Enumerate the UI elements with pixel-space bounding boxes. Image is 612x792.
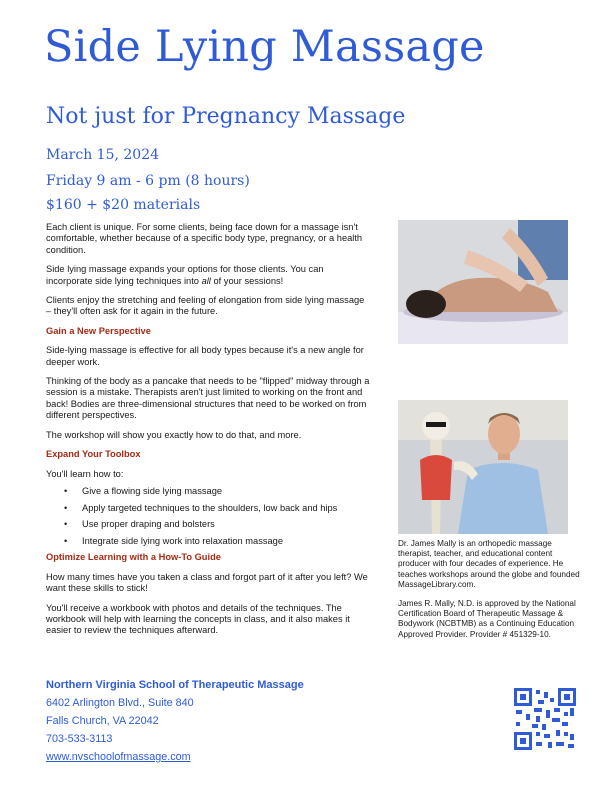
bio-paragraph-1: Dr. James Mally is an orthopedic massage therapist, teacher, and educational content producer with four decades of experience. He teaches workshops around the globe and founded MassageLibrary.com. [398, 539, 580, 589]
website-link[interactable]: www.nvschoolofmassage.com [46, 751, 191, 763]
list-item: • Use proper draping and bolsters [46, 519, 372, 530]
intro-paragraph-2 [46, 264, 372, 287]
event-price: $160 + $20 materials [46, 197, 201, 213]
event-date: March 15, 2024 [46, 147, 160, 163]
address-line-2: Falls Church, VA 22042 [46, 715, 159, 727]
phone-number: 703-533-3113 [46, 733, 113, 745]
intro-p2-end: of your sessions! [210, 275, 284, 286]
instructor-photo [398, 400, 568, 534]
list-item: • Integrate side lying work into relaxation massage [46, 536, 372, 547]
perspective-paragraph-1: Side-lying massage is effective for all body types because it's a new angle for deeper work. [46, 345, 364, 367]
list-item: • Give a flowing side lying massage [46, 486, 372, 497]
page-subtitle: Not just for Pregnancy Massage [46, 104, 406, 129]
instructor-bio [398, 539, 580, 649]
intro-paragraph-3: Clients enjoy the stretching and feeling of elongation from side lying massage – they'll often ask for it again in the future. [46, 295, 365, 317]
perspective-paragraph-2: Thinking of the body as a pancake that needs to be "flipped" midway through a session is a mistake. Therapists aren't just limited to working on the front and back! Bodies are three-dimensional structures that need to be worked on from different perspectives. [46, 376, 370, 421]
perspective-heading: Gain a New Perspective [46, 325, 151, 336]
intro-paragraph-1: Each client is unique. For some clients, being face down for a massage isn't comfortable, whether because of a specific body type, pregnancy, or a health condition. [46, 222, 363, 255]
intro-p2-emphasis: all [201, 275, 211, 286]
intro-p2-text: Side lying massage expands your options for those clients. You can incorporate side lying techniques into [46, 264, 324, 286]
contact-footer [46, 676, 304, 766]
event-time: Friday 9 am - 6 pm (8 hours) [46, 173, 250, 189]
bio-paragraph-2: James R. Mally, N.D. is approved by the National Certification Board of Therapeutic Massage & Bodywork (NCBTMB) as a Continuing Education Approved Provider. Provider # 451329-10. [398, 599, 576, 639]
toolbox-heading: Expand Your Toolbox [46, 449, 141, 460]
optimize-paragraph-1: How many times have you taken a class and forgot part of it after you left? We want these skills to stick! [46, 571, 368, 594]
address-line-1: 6402 Arlington Blvd., Suite 840 [46, 697, 194, 709]
main-body [46, 222, 372, 645]
page-title: Side Lying Massage [44, 22, 485, 72]
qr-code-icon[interactable] [512, 686, 578, 752]
side-lying-massage-photo [398, 220, 568, 344]
list-item: • Apply targeted techniques to the shoulders, low back and hips [46, 503, 372, 514]
optimize-paragraph-2: You'll receive a workbook with photos and details of the techniques. The workbook will help with learning the concepts in class, and it also makes it easier to review the techniques afterward. [46, 602, 350, 636]
perspective-paragraph-3: The workshop will show you exactly how to do that, and more. [46, 429, 302, 440]
toolbox-intro: You'll learn how to: [46, 468, 124, 479]
optimize-heading: Optimize Learning with a How-To Guide [46, 552, 221, 563]
school-name: Northern Virginia School of Therapeutic Massage [46, 679, 304, 691]
skills-list [46, 486, 372, 547]
